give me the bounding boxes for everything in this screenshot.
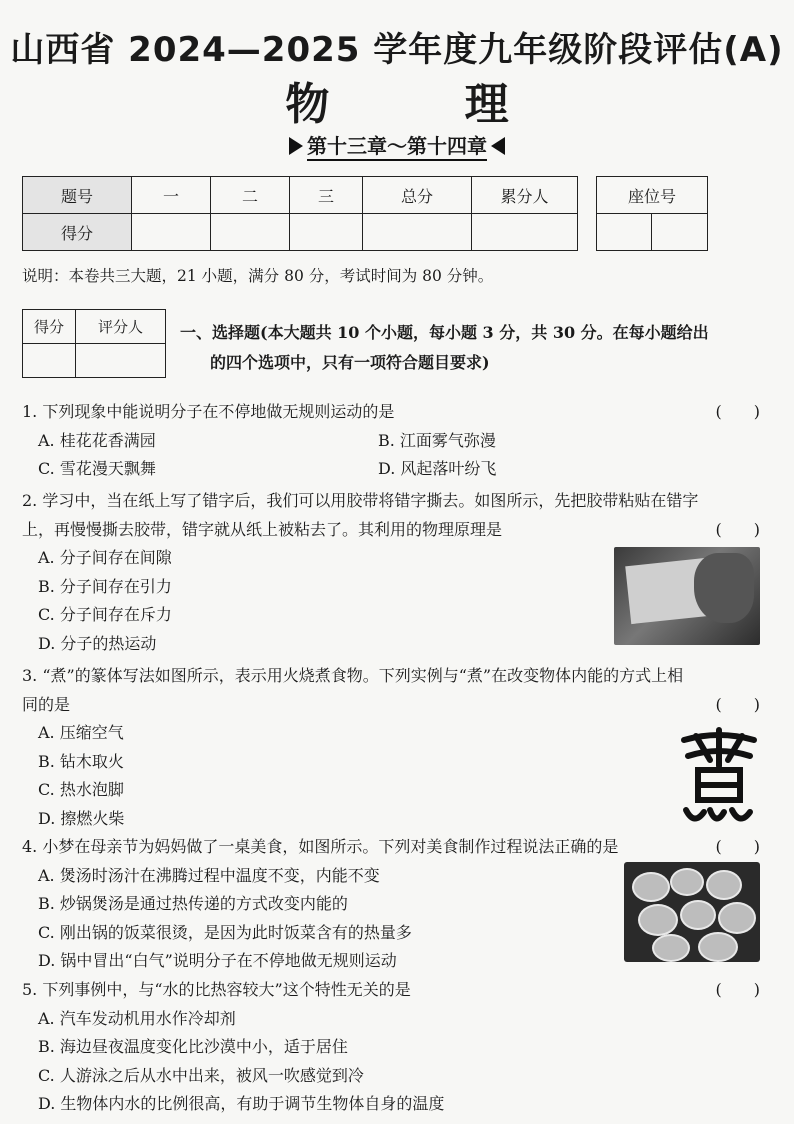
option[interactable]: A. 桂花花香满园 xyxy=(38,430,156,450)
option-row xyxy=(22,455,772,484)
option[interactable]: D. 生物体内水的比例很高，有助于调节生物体自身的温度 xyxy=(38,1094,445,1113)
question-5 xyxy=(22,976,772,1119)
exam-title: 山西省 2024—2025 学年度九年级阶段评估(A) xyxy=(10,30,784,70)
food-table-photo-image xyxy=(624,862,760,962)
tape-photo-image xyxy=(614,547,760,645)
score-row-label: 得分 xyxy=(23,214,132,251)
score-table xyxy=(22,176,578,251)
question-1 xyxy=(22,398,772,484)
seat-cell[interactable] xyxy=(652,214,708,251)
answer-bracket[interactable]: ( ) xyxy=(715,694,760,714)
triangle-right-icon xyxy=(289,137,303,155)
answer-bracket[interactable]: ( ) xyxy=(715,837,760,856)
answer-bracket[interactable]: ( ) xyxy=(715,519,760,539)
question-stem xyxy=(22,691,772,720)
dish xyxy=(652,934,690,962)
hand-shape xyxy=(694,553,754,623)
score-header-cell: 三 xyxy=(290,177,363,214)
grader-name-cell[interactable] xyxy=(76,344,166,378)
option[interactable]: D. 擦燃火柴 xyxy=(38,808,125,828)
subject-title: 物 理 xyxy=(285,79,569,130)
seat-label: 座位号 xyxy=(597,177,708,214)
grader-score-label: 得分 xyxy=(23,310,76,344)
score-cell[interactable] xyxy=(472,214,578,251)
option[interactable]: C. 热水泡脚 xyxy=(38,780,124,799)
question-text: 上，再慢慢撕去胶带，错字就从纸上被粘去了。其利用的物理原理是 xyxy=(22,519,503,539)
score-header-cell: 累分人 xyxy=(472,177,578,214)
question-stem: 2. 学习中，当在纸上写了错字后，我们可以用胶带将错字撕去。如图所示，先把胶带粘贴在错字 xyxy=(22,491,699,510)
option[interactable]: B. 钻木取火 xyxy=(38,751,124,771)
section-heading-line: 的四个选项中，只有一项符合题目要求) xyxy=(210,353,490,372)
score-header-cell: 一 xyxy=(132,177,211,214)
question-stem: 3. “煮”的篆体写法如图所示，表示用火烧煮食物。下列实例与“煮”在改变物体内能的方式上相 xyxy=(22,666,684,685)
question-stem xyxy=(22,833,772,862)
score-header-cell: 二 xyxy=(211,177,290,214)
option[interactable]: D. 风起落叶纷飞 xyxy=(378,459,497,478)
seal-script-character-image xyxy=(676,726,762,830)
question-text: 同的是 xyxy=(22,694,71,714)
score-header-cell: 总分 xyxy=(363,177,472,214)
option[interactable]: A. 压缩空气 xyxy=(38,723,124,742)
grader-score-cell[interactable] xyxy=(23,344,76,378)
score-cell[interactable] xyxy=(363,214,472,251)
question-stem xyxy=(22,398,772,427)
triangle-left-icon xyxy=(491,137,505,155)
score-cell[interactable] xyxy=(211,214,290,251)
answer-bracket[interactable]: ( ) xyxy=(715,402,760,421)
option[interactable]: B. 分子间存在引力 xyxy=(38,576,172,596)
question-text: 4. 小梦在母亲节为妈妈做了一桌美食，如图所示。下列对美食制作过程说法正确的是 xyxy=(22,837,619,856)
dish xyxy=(638,904,678,936)
seat-table xyxy=(596,176,708,251)
question-stem xyxy=(22,516,772,545)
option[interactable]: C. 人游泳之后从水中出来，被风一吹感觉到冷 xyxy=(38,1065,364,1085)
dish xyxy=(706,870,742,900)
question-text: 1. 下列现象中能说明分子在不停地做无规则运动的是 xyxy=(22,402,395,421)
question-text: 5. 下列事例中，与“水的比热容较大”这个特性无关的是 xyxy=(22,980,411,999)
exam-instructions: 说明：本卷共三大题，21 小题，满分 80 分，考试时间为 80 分钟。 xyxy=(22,267,494,285)
grader-name-label: 评分人 xyxy=(76,310,166,344)
option[interactable]: B. 海边昼夜温度变化比沙漠中小，适于居住 xyxy=(38,1037,348,1056)
option[interactable]: C. 刚出锅的饭菜很烫，是因为此时饭菜含有的热量多 xyxy=(38,922,412,942)
option[interactable]: B. 炒锅煲汤是通过热传递的方式改变内能的 xyxy=(38,894,348,913)
option[interactable]: B. 江面雾气弥漫 xyxy=(378,430,496,450)
score-header-cell: 题号 xyxy=(23,177,132,214)
question-stem xyxy=(22,976,772,1005)
section-heading-line: 一、选择题(本大题共 10 个小题，每小题 3 分，共 30 分。在每小题给出 xyxy=(180,323,709,342)
option[interactable]: D. 锅中冒出“白气”说明分子在不停地做无规则运动 xyxy=(38,951,397,970)
question-3 xyxy=(22,662,772,833)
dish xyxy=(680,900,716,930)
seat-cell[interactable] xyxy=(597,214,652,251)
dish xyxy=(698,932,738,962)
option[interactable]: C. 雪花漫天飘舞 xyxy=(38,459,156,478)
option[interactable]: A. 分子间存在间隙 xyxy=(38,548,172,567)
dish xyxy=(718,902,756,934)
answer-bracket[interactable]: ( ) xyxy=(715,980,760,999)
score-cell[interactable] xyxy=(132,214,211,251)
grader-table xyxy=(22,309,166,378)
option[interactable]: C. 分子间存在斥力 xyxy=(38,605,172,624)
section-heading xyxy=(180,318,770,378)
option-row xyxy=(22,427,772,456)
option[interactable]: A. 汽车发动机用水作冷却剂 xyxy=(38,1008,236,1028)
option[interactable]: A. 煲汤时汤汁在沸腾过程中温度不变，内能不变 xyxy=(38,865,380,885)
dish xyxy=(670,868,704,896)
dish xyxy=(632,872,670,902)
chapter-range xyxy=(0,130,794,159)
chapter-text: 第十三章～第十四章 xyxy=(307,134,487,161)
option[interactable]: D. 分子的热运动 xyxy=(38,633,157,653)
score-cell[interactable] xyxy=(290,214,363,251)
